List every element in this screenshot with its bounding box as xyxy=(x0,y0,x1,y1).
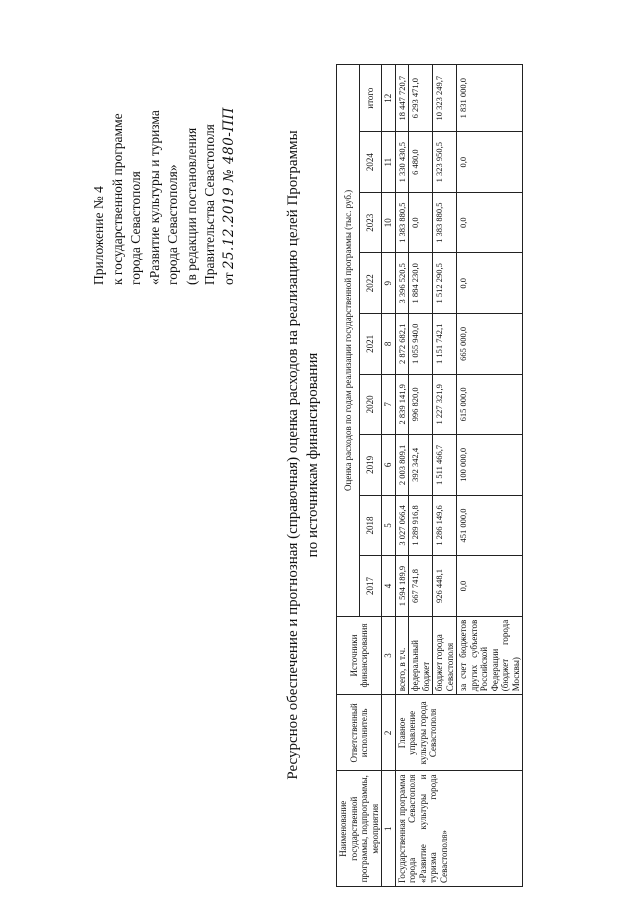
value-cell: 1 511 466,7 xyxy=(433,435,457,496)
value-cell: 0,0 xyxy=(457,132,523,193)
value-cell: 1 594 189,9 xyxy=(395,556,409,617)
header-year: 2022 xyxy=(359,253,382,314)
executor-cell: Главное управление культуры города Севастополя xyxy=(395,695,523,771)
appendix-block xyxy=(90,25,238,285)
value-cell: 1 227 321,9 xyxy=(433,374,457,435)
appendix-date-line xyxy=(220,25,239,285)
header-year: 2018 xyxy=(359,495,382,556)
handwritten-date-signature: 25.12.2019 № 480-ПП xyxy=(220,107,237,270)
total-cell: 1 831 000,0 xyxy=(457,65,523,132)
header-source: Источники финансирования xyxy=(337,616,382,694)
value-cell: 1 383 880,5 xyxy=(433,192,457,253)
value-cell: 100 000,0 xyxy=(457,435,523,496)
header-year: 2023 xyxy=(359,192,382,253)
value-cell: 1 383 880,5 xyxy=(395,192,409,253)
value-cell: 0,0 xyxy=(457,253,523,314)
appendix-line: (в редакции постановления xyxy=(183,127,199,285)
value-cell: 0,0 xyxy=(457,192,523,253)
appendix-line: города Севастополя» xyxy=(165,164,180,285)
document-title xyxy=(283,105,323,805)
appendix-line: Правительства Севастополя xyxy=(202,124,217,285)
header-year: 2017 xyxy=(359,556,382,617)
value-cell: 667 741,8 xyxy=(409,556,433,617)
appendix-line: к государственной программе xyxy=(109,113,125,285)
value-cell: 1 323 950,5 xyxy=(433,132,457,193)
appendix-line: города Севастополя xyxy=(128,171,143,285)
total-cell: 18 447 720,7 xyxy=(395,65,409,132)
value-cell: 451 000,0 xyxy=(457,495,523,556)
header-row-1 xyxy=(337,65,360,887)
header-total: итого xyxy=(359,65,382,132)
header-year: 2019 xyxy=(359,435,382,496)
column-number: 8 xyxy=(382,314,396,375)
column-number: 11 xyxy=(382,132,396,193)
value-cell: 1 055 940,0 xyxy=(409,314,433,375)
value-cell: 0,0 xyxy=(457,556,523,617)
header-year: 2024 xyxy=(359,132,382,193)
source-cell: федеральный бюджет xyxy=(409,616,433,694)
column-number: 7 xyxy=(382,374,396,435)
value-cell: 2 003 809,1 xyxy=(395,435,409,496)
value-cell: 3 027 066,4 xyxy=(395,495,409,556)
column-number: 1 xyxy=(382,771,396,887)
value-cell: 1 289 916,8 xyxy=(409,495,433,556)
total-cell: 6 293 471,0 xyxy=(409,65,433,132)
total-cell: 10 323 249,7 xyxy=(433,65,457,132)
value-cell: 0,0 xyxy=(409,192,433,253)
column-number: 9 xyxy=(382,253,396,314)
value-cell: 1 286 149,6 xyxy=(433,495,457,556)
value-cell: 1 512 290,5 xyxy=(433,253,457,314)
value-cell: 926 448,1 xyxy=(433,556,457,617)
value-cell: 3 396 520,5 xyxy=(395,253,409,314)
value-cell: 392 342,4 xyxy=(409,435,433,496)
program-name-cell: Государственная программа города Севастополя «Развитие культуры и туризма города Севастополя» xyxy=(395,771,523,887)
column-number: 12 xyxy=(382,65,396,132)
funding-table xyxy=(336,64,523,887)
column-number: 6 xyxy=(382,435,396,496)
header-year: 2021 xyxy=(359,314,382,375)
source-cell: всего, в т.ч. xyxy=(395,616,409,694)
header-year: 2020 xyxy=(359,374,382,435)
column-number: 2 xyxy=(382,695,396,771)
header-estimate: Оценка расходов по годам реализации государственной программы (тыс. руб.) xyxy=(337,65,360,617)
column-number: 5 xyxy=(382,495,396,556)
header-executor: Ответственный исполнитель xyxy=(337,695,382,771)
appendix-line: Приложение № 4 xyxy=(91,186,106,285)
value-cell: 6 480,0 xyxy=(409,132,433,193)
title-line-2: по источникам финансирования xyxy=(305,352,321,558)
appendix-date-prefix: от xyxy=(220,272,236,285)
column-number-row xyxy=(382,65,396,887)
value-cell: 2 872 682,1 xyxy=(395,314,409,375)
column-number: 4 xyxy=(382,556,396,617)
value-cell: 1 884 230,0 xyxy=(409,253,433,314)
source-cell: за счет бюджетов других субъектов Российской Федерации (бюджет города Москвы) xyxy=(457,616,523,694)
column-number: 3 xyxy=(382,616,396,694)
column-number: 10 xyxy=(382,192,396,253)
value-cell: 1 330 430,5 xyxy=(395,132,409,193)
value-cell: 665 000,0 xyxy=(457,314,523,375)
source-cell: бюджет города Севастополя xyxy=(433,616,457,694)
value-cell: 2 839 141,9 xyxy=(395,374,409,435)
table-row xyxy=(395,65,409,887)
appendix-line: «Развитие культуры и туризма xyxy=(146,110,162,285)
value-cell: 615 000,0 xyxy=(457,374,523,435)
value-cell: 1 151 742,1 xyxy=(433,314,457,375)
value-cell: 996 820,0 xyxy=(409,374,433,435)
header-name: Наименование государственной программы, подпрограммы, мероприятия xyxy=(337,771,382,887)
title-line-1: Ресурсное обеспечение и прогнозная (справочная) оценка расходов на реализацию целей Программы xyxy=(285,130,301,780)
